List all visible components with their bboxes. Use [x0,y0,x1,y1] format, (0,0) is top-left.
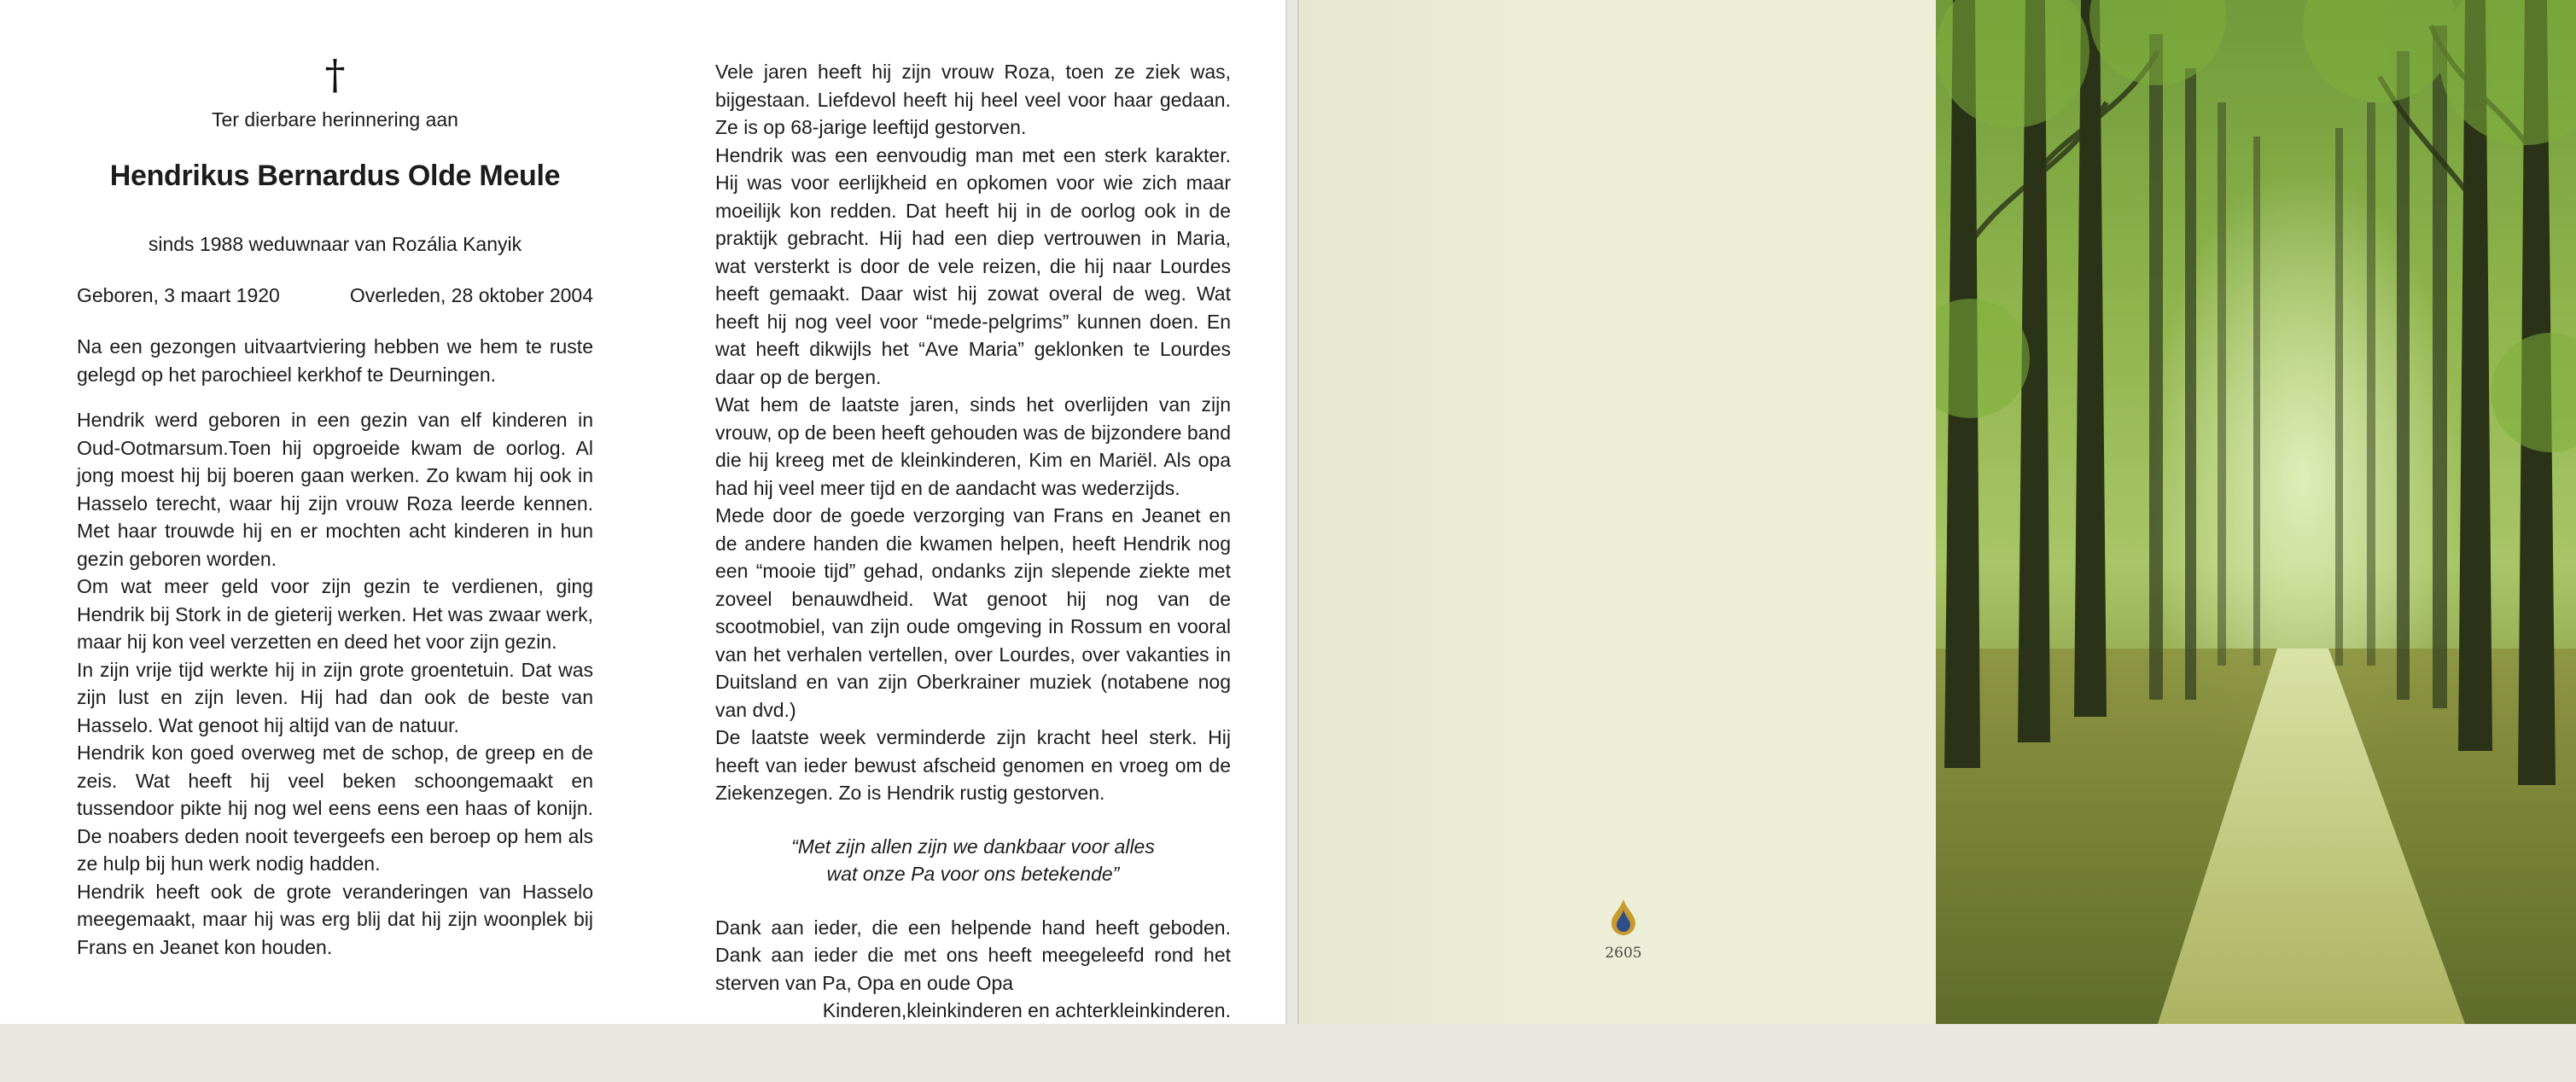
burial-paragraph: Na een gezongen uitvaartviering hebben we hem te ruste gelegd op het parochieel kerkhof te Deurningen. [77,335,593,386]
quote-line: wat onze Pa voor ons betekende” [826,863,1120,885]
bio-paragraph: Hendrik was een eenvoudig man met een sterk karakter. Hij was voor eerlijkheid en opkomen voor wie zich maar moeilijk kon redden. Dat heeft hij in de oorlog ook in de praktijk gebracht. Hij had een diep vertrouwen in Maria, wat versterkt is door de vele reizen, die hij naar Lourdes heeft gemaakt. Daar wist hij zowat overal de weg. Wat heeft hij nog veel voor “mede-pelgrims” kunnen doen. En wat heeft dikwijls het “Ave Maria” geklonken te Lourdes daar op de bergen. [715,143,1231,388]
life-dates [77,282,593,310]
cross-icon: † [324,51,346,99]
widower-line: sinds 1988 weduwnaar van Rozália Kanyik [148,233,522,255]
left-column [77,0,593,1024]
dedication-line: Ter dierbare herinnering aan [212,108,458,131]
back-cover [1297,0,1939,1024]
death-date: Overleden, 28 oktober 2004 [349,284,593,306]
inner-leaf [0,0,1287,1024]
forest-path-photo [1936,0,2576,1024]
flame-drop-icon [1606,898,1641,937]
bio-paragraph: In zijn vrije tijd werkte hij in zijn grote groentetuin. Dat was zijn lust en zijn leven. Hij had dan ook de beste van Hasselo. Wat genoot hij altijd van de natuur. [77,658,593,736]
bio-paragraph: Mede door de goede verzorging van Frans en Jeanet en de andere handen die kwamen helpen, heeft Hendrik nog een “mooie tijd” gehad, ondanks zijn slepende ziekte met zoveel benauwdheid. Wat genoot hij nog van de scootmobiel, van zijn oude omgeving in Rossum en vooral van het verhalen vertellen, over Lourdes, over vakanties in Duitsland en van zijn Oberkrainer muziek (notabene nog van dvd.) [715,504,1231,721]
family-signoff: Kinderen,kleinkinderen en achterkleinkinderen. [822,999,1231,1021]
bio-paragraph: Hendrik kon goed overweg met de schop, de greep en de zeis. Wat heeft hij veel beken schoongemaakt en tussendoor pikte hij nog wel eens eens een haas of konijn. De noabers deden nooit tevergeefs een beroep op hem als ze hulp bij hun werk nodig hadden. [77,742,593,875]
bio-paragraph: Hendrik werd geboren in een gezin van elf kinderen in Oud-Ootmarsum.Toen hij opgroeide kwam de oorlog. Al jong moest hij bij boeren gaan werken. Zo kwam hij ook in Hasselo terecht, waar hij zijn vrouw Roza leerde kennen. Met haar trouwde hij en er mochten acht kinderen in hun gezin geboren worden. [77,409,593,570]
front-cover [1936,0,2576,1024]
memorial-quote [715,833,1231,888]
quote-line: “Met zijn allen zijn we dankbaar voor alles [791,835,1155,858]
bio-paragraph: Hendrik heeft ook de grote veranderingen van Hasselo meegemaakt, maar hij was erg blij dat hij zijn woonplek bij Frans en Jeanet kon houden. [77,880,593,958]
bio-paragraph: Vele jaren heeft hij zijn vrouw Roza, toen ze ziek was, bijgestaan. Liefdevol heeft hij heel veel voor haar gedaan. Ze is op 68-jarige leeftijd gestorven. [715,61,1231,138]
biography-left [77,406,593,961]
bio-paragraph: Om wat meer geld voor zijn gezin te verdienen, ging Hendrik bij Stork in de gieterij werken. Het was zwaar werk, maar hij kon veel verzetten en deed het voor zijn gezin. [77,575,593,653]
right-column [715,58,1231,1082]
birth-date: Geboren, 3 maart 1920 [77,284,280,306]
printer-logo [1598,898,1649,962]
thanks-paragraph: Dank aan ieder, die een helpende hand heeft geboden. Dank aan ieder die met ons heeft meegeleefd rond het sterven van Pa, Opa en oude Opa [715,916,1231,994]
bio-paragraph: Wat hem de laatste jaren, sinds het overlijden van zijn vrouw, op de been heeft gehouden was de bijzondere band die hij kreeg met de kleinkinderen, Kim en Mariël. Als opa had hij veel meer tijd en de aandacht was wederzijds. [715,393,1231,499]
deceased-name: Hendrikus Bernardus Olde Meule [109,160,561,192]
bio-paragraph: De laatste week verminderde zijn kracht heel sterk. Hij heeft van ieder bewust afscheid genomen en vroeg om de Ziekenzegen. Zo is Hendrik rustig gestorven. [715,726,1231,804]
card-code: 2605 [1605,945,1642,962]
